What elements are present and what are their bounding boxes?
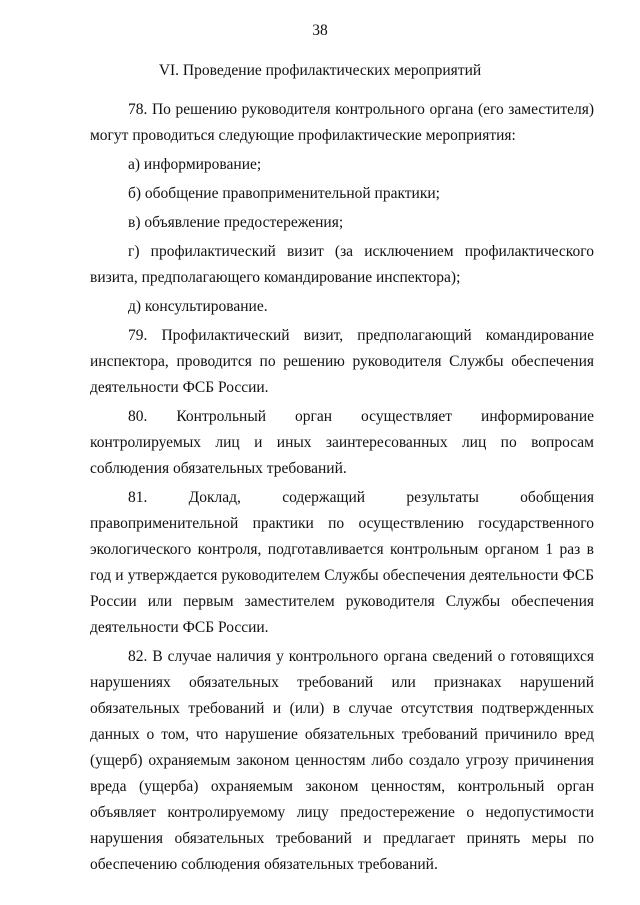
- section-title: VI. Проведение профилактических мероприятий: [158, 62, 482, 79]
- paragraph-81: 81. Доклад, содержащий результаты обобщения правоприменительной практики по осуществлению государственного экологического контроля, подготавливается контрольным органом 1 раз в год и утверждается руководителем Службы обеспечения деятельности ФСБ России или первым заместителем руководителя Службы обеспечения деятельности ФСБ России.: [90, 489, 594, 636]
- paragraph-79: 79. Профилактический визит, предполагающий командирование инспектора, проводится по решению руководителя Службы обеспечения деятельности ФСБ России.: [90, 327, 594, 396]
- paragraph-78: 78. По решению руководителя контрольного органа (его заместителя) могут проводиться следующие профилактические мероприятия:: [90, 101, 594, 144]
- list-item-d: д) консультирование.: [128, 298, 268, 315]
- page-number: 38: [312, 22, 328, 39]
- list-item-a: а) информирование;: [128, 156, 262, 173]
- paragraph-80: 80. Контрольный орган осуществляет информирование контролируемых лиц и иных заинтересованных лиц по вопросам соблюдения обязательных требований.: [90, 408, 594, 477]
- list-item-b: б) обобщение правоприменительной практики;: [128, 185, 440, 202]
- document-body: [90, 97, 594, 881]
- list-item-v: в) объявление предостережения;: [128, 214, 344, 231]
- paragraph-82: 82. В случае наличия у контрольного органа сведений о готовящихся нарушениях обязательных требований или признаках нарушений обязательных требований и (или) в случае отсутствия подтвержденных данных о том, что нарушение обязательных требований причинило вред (ущерб) охраняемым законом ценностям либо создало угрозу причинения вреда (ущерба) охраняемым законом ценностям, контрольный орган объявляет контролируемому лицу предостережение о недопустимости нарушения обязательных требований и предлагает принять меры по обеспечению соблюдения обязательных требований.: [90, 648, 594, 873]
- list-item-g: г) профилактический визит (за исключением профилактического визита, предполагающего командирование инспектора);: [90, 243, 594, 286]
